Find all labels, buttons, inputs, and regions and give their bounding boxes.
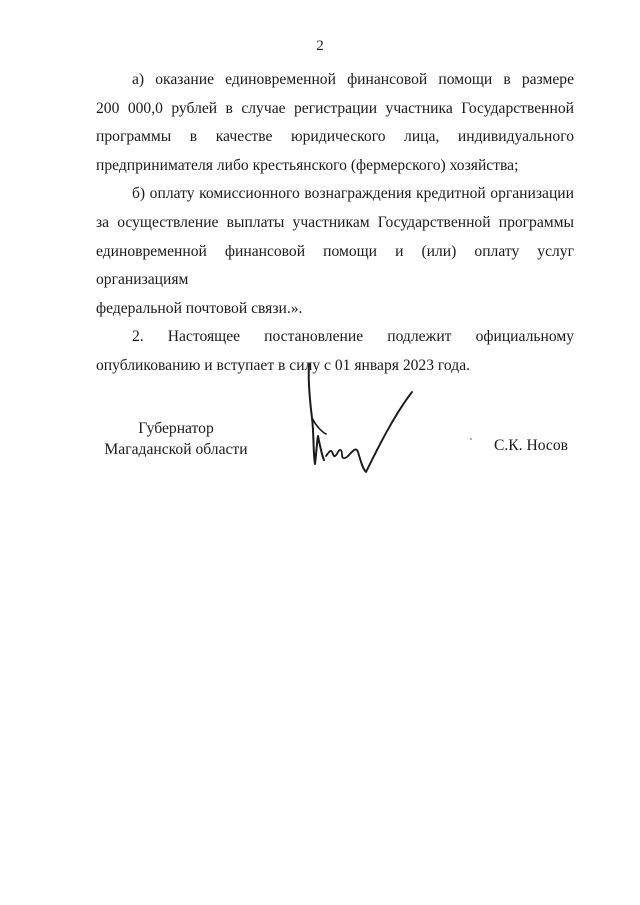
paragraph-a-line: программы в качестве юридического лица, индивидуального [96,128,574,146]
paragraph-a-line: 200 000,0 рублей в случае регистрации участника Государственной [96,99,574,117]
paragraph-b [96,180,574,323]
paragraph-2-line: опубликованию и вступает в силу с 01 января 2023 года. [96,356,471,374]
document-body [96,66,574,381]
paragraph-2-line: 2. Настоящее постановление подлежит официальному [132,328,574,346]
paragraph-a-line: предпринимателя либо крестьянского (фермерского) хозяйства; [96,156,519,174]
paragraph-a-line: а) оказание единовременной финансовой помощи в размере [132,71,574,88]
handwritten-signature [300,360,420,480]
ink-dot [470,438,472,440]
signatory-title [96,418,256,460]
signatory-name: С.К. Носов [493,437,568,454]
paragraph-b-line: единовременной финансовой помощи и (или) оплату услуг организациям [96,242,574,289]
signatory-position: Губернатор [138,420,214,437]
paragraph-b-line: за осуществление выплаты участникам Государственной программы [96,213,574,231]
paragraph-b-line: федеральной почтовой связи.». [96,299,303,317]
paragraph-b-line: б) оплату комиссионного вознаграждения кредитной организации [132,185,574,203]
signatory-region: Магаданской области [104,441,248,458]
page-number: 2 [316,38,324,54]
paragraph-a [96,66,574,180]
